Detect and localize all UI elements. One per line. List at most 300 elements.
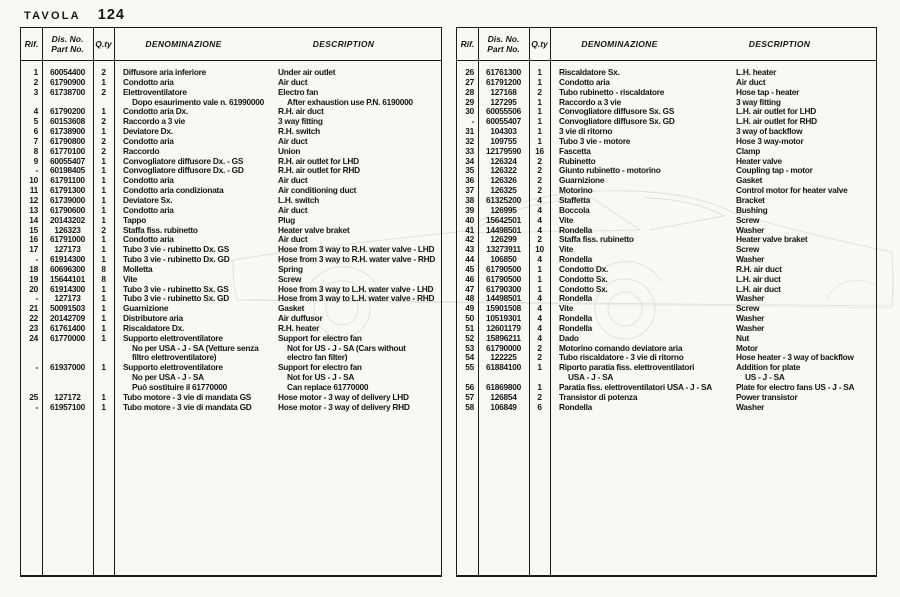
- tavola-number: 124: [97, 7, 125, 23]
- rif-cell: 2: [33, 76, 38, 87]
- col-header-dis-no-line: Dis. No.: [51, 34, 84, 44]
- rif-cell: -: [471, 116, 474, 127]
- rif-cell: 3: [33, 86, 38, 97]
- rif-cell: 42: [465, 234, 474, 245]
- part-cell: 61791100: [50, 175, 85, 186]
- des-cell: Screw: [736, 244, 760, 255]
- qty-cell: 1: [101, 332, 106, 343]
- qty-cell: 4: [537, 224, 542, 235]
- des-cell: Air conditioning duct: [278, 185, 357, 196]
- col-header-description: DESCRIPTION: [748, 39, 811, 49]
- den-cell: Giunto rubinetto - motorino: [559, 165, 661, 176]
- des-cell: Washer: [736, 224, 765, 235]
- qty-cell: 1: [101, 293, 106, 304]
- table-header: [457, 28, 876, 61]
- rif-cell: [21, 344, 42, 354]
- rif-cell: 35: [465, 165, 474, 176]
- part-cell: 109755: [490, 135, 517, 146]
- den-cell: Rondella: [559, 254, 593, 265]
- qty-cell: 1: [101, 194, 106, 205]
- rif-cell: 51: [465, 322, 474, 333]
- table-header: [21, 28, 441, 61]
- den-cell: Condotto aria: [123, 234, 174, 245]
- part-cell: 126325: [490, 185, 517, 196]
- den-cell: No per USA - J - SA: [132, 372, 204, 383]
- den-cell: Tubo motore - 3 vie di mandata GD: [123, 401, 252, 412]
- table-row: [457, 196, 876, 206]
- den-cell: Tubo 3 vie - rubinetto Sx. GD: [123, 293, 229, 304]
- rif-cell: [21, 353, 42, 363]
- part-cell: 127295: [490, 96, 517, 107]
- col-header-rif: Rif.: [24, 39, 39, 49]
- des-cell: Plate for electro fans US - J - SA: [736, 382, 855, 392]
- rif-cell: 22: [29, 313, 38, 324]
- rif-cell: 41: [465, 224, 474, 235]
- des-cell: Air duffusor: [278, 313, 323, 324]
- den-cell: Raccordo a 3 vie: [123, 116, 185, 127]
- den-cell: Condotto aria: [559, 76, 610, 87]
- des-cell: Hose from 3 way to R.H. water valve - LHD: [278, 244, 435, 255]
- des-cell: R.H. air duct: [278, 106, 324, 117]
- part-cell: 61761400: [50, 322, 85, 333]
- rif-cell: 5: [33, 116, 38, 127]
- qty-cell: 1: [101, 165, 106, 176]
- rif-cell: 43: [465, 244, 474, 255]
- qty-cell: 1: [537, 273, 542, 284]
- den-cell: Convogliatore diffusore Dx. - GD: [123, 165, 244, 176]
- den-cell: Molletta: [123, 263, 153, 274]
- den-cell: Tubo 3 vie - motore: [559, 135, 631, 146]
- des-cell: Hose from 3 way to R.H. water valve - RHD: [278, 254, 436, 265]
- qty-cell: 2: [537, 86, 542, 97]
- den-cell: Condotto Dx.: [559, 263, 609, 274]
- des-cell: Heater valve braket: [736, 234, 808, 245]
- des-cell: Clamp: [736, 145, 761, 156]
- qty-cell: 1: [101, 313, 106, 324]
- rif-cell: 6: [33, 126, 38, 137]
- part-cell: 10519301: [486, 313, 521, 324]
- des-cell: Motor: [736, 342, 758, 353]
- rif-cell: 9: [33, 155, 38, 166]
- rif-cell: -: [35, 401, 38, 412]
- rif-cell: 7: [33, 135, 38, 146]
- des-cell: 3 way fitting: [736, 96, 781, 107]
- den-cell: Dopo esaurimento vale n. 61990000: [132, 96, 264, 107]
- des-cell: Air duct: [278, 135, 308, 146]
- den-cell: Vite: [123, 273, 138, 284]
- des-cell: R.H. air duct: [736, 263, 782, 274]
- den-cell: Motorino comando deviatore aria: [559, 342, 683, 353]
- rif-cell: 16: [29, 234, 38, 245]
- part-cell: 61790500: [486, 273, 521, 284]
- qty-cell: 1: [537, 382, 542, 392]
- qty-cell: 1: [101, 283, 106, 294]
- des-cell: Not for US - J - SA (Cars without: [287, 342, 406, 353]
- rif-cell: 13: [29, 204, 38, 215]
- des-cell: Hose motor - 3 way of delivery RHD: [278, 401, 410, 412]
- qty-cell: 4: [537, 332, 542, 343]
- part-cell: 61791200: [486, 76, 521, 87]
- qty-cell: 2: [537, 352, 542, 363]
- part-cell: 61790900: [50, 76, 85, 87]
- qty-cell: 1: [101, 303, 106, 314]
- rif-cell: 50: [465, 313, 474, 324]
- qty-cell: 1: [537, 67, 542, 77]
- des-cell: Not for US - J - SA: [287, 372, 355, 383]
- qty-cell: 4: [537, 204, 542, 215]
- table-row: [457, 117, 876, 127]
- rif-cell: 24: [29, 332, 38, 343]
- qty-cell: 16: [535, 145, 544, 156]
- part-cell: 61914300: [50, 283, 85, 294]
- part-cell: 60055407: [50, 155, 85, 166]
- qty-cell: 2: [537, 185, 542, 196]
- des-cell: Nut: [736, 332, 750, 343]
- des-cell: Electro fan: [278, 86, 319, 97]
- rif-cell: 4: [33, 106, 38, 117]
- den-cell: Paratia fiss. elettroventilatori USA - J - SA: [559, 382, 713, 392]
- rif-cell: 31: [465, 126, 474, 137]
- col-header-qty: Q.ty: [95, 39, 112, 49]
- des-cell: Screw: [736, 303, 760, 314]
- des-cell: After exhaustion use P.N. 6190000: [287, 96, 413, 107]
- part-cell: 13273911: [486, 244, 521, 255]
- rif-cell: [21, 98, 42, 108]
- page-title: [24, 7, 125, 23]
- den-cell: No per USA - J - SA (Vetture senza: [132, 342, 259, 353]
- part-cell: 61790500: [486, 263, 521, 274]
- qty-cell: 1: [101, 362, 106, 373]
- part-cell: 60055407: [486, 116, 521, 127]
- parts-table-left: [20, 27, 442, 577]
- qty-cell: 1: [537, 76, 542, 87]
- den-cell: USA - J - SA: [568, 372, 614, 383]
- des-cell: L.H. air duct: [736, 273, 781, 284]
- qty-cell: 1: [101, 391, 106, 402]
- qty-cell: 1: [101, 234, 106, 245]
- des-cell: 3 way fitting: [278, 116, 323, 127]
- den-cell: Convogliatore diffusore Sx. GD: [559, 116, 675, 127]
- rif-cell: 10: [29, 175, 38, 186]
- part-cell: 15901508: [486, 303, 521, 314]
- den-cell: Riporto paratia fiss. elettroventilatori: [559, 362, 695, 373]
- rif-cell: 56: [465, 382, 474, 392]
- qty-cell: [93, 373, 114, 383]
- den-cell: Condotto aria: [123, 175, 174, 186]
- col-header-denominazione: DENOMINAZIONE: [581, 39, 658, 49]
- part-cell: 127168: [490, 86, 517, 97]
- den-cell: Rondella: [559, 224, 593, 235]
- rif-cell: 47: [465, 283, 474, 294]
- rif-cell: 40: [465, 214, 474, 225]
- part-cell: 60153608: [50, 116, 85, 127]
- part-cell: 126324: [490, 155, 517, 166]
- part-cell: 104303: [490, 126, 517, 137]
- part-cell: 126299: [490, 234, 517, 245]
- qty-cell: 1: [537, 126, 542, 137]
- col-header-rif: Rif.: [460, 39, 475, 49]
- qty-cell: 1: [101, 401, 106, 412]
- den-cell: Condotto aria: [123, 135, 174, 146]
- den-cell: Condotto aria Dx.: [123, 106, 188, 117]
- part-cell: 127172: [54, 391, 81, 402]
- table-row: [21, 344, 441, 354]
- part-cell: 61791000: [50, 234, 85, 245]
- table-row: [457, 157, 876, 167]
- den-cell: Tubo riscaldatore - 3 vie di ritorno: [559, 352, 684, 363]
- part-cell: 61791300: [50, 185, 85, 196]
- des-cell: Under air outlet: [278, 67, 336, 77]
- des-cell: Heater valve braket: [278, 224, 350, 235]
- des-cell: Power transistor: [736, 391, 798, 402]
- den-cell: Supporto elettroventilatore: [123, 362, 223, 373]
- part-cell: 106850: [490, 254, 517, 265]
- rif-cell: 54: [465, 352, 474, 363]
- qty-cell: 4: [537, 313, 542, 324]
- rif-cell: 32: [465, 135, 474, 146]
- part-cell: 61790600: [50, 204, 85, 215]
- rif-cell: -: [35, 254, 38, 265]
- den-cell: Condotto aria: [123, 204, 174, 215]
- des-cell: Screw: [736, 214, 760, 225]
- part-cell: 122225: [490, 352, 517, 363]
- des-cell: Air duct: [278, 204, 308, 215]
- rif-cell: 28: [465, 86, 474, 97]
- part-cell: 127173: [54, 293, 81, 304]
- den-cell: Vite: [559, 214, 574, 225]
- rif-cell: 23: [29, 322, 38, 333]
- des-cell: Plug: [278, 214, 295, 225]
- part-cell: 106849: [490, 401, 517, 412]
- des-cell: Control motor for heater valve: [736, 185, 848, 196]
- des-cell: Spring: [278, 263, 303, 274]
- qty-cell: 1: [101, 322, 106, 333]
- part-cell: 61770100: [50, 145, 85, 156]
- qty-cell: 1: [537, 263, 542, 274]
- col-header-denominazione: DENOMINAZIONE: [145, 39, 222, 49]
- rif-cell: 1: [33, 67, 38, 77]
- part-cell: [42, 373, 93, 383]
- part-cell: 61790000: [486, 342, 521, 353]
- den-cell: Condotto Sx.: [559, 273, 608, 284]
- part-cell: 15644101: [50, 273, 85, 284]
- rif-cell: 37: [465, 185, 474, 196]
- part-cell: 61790200: [50, 106, 85, 117]
- rif-cell: -: [35, 293, 38, 304]
- part-cell: 61325200: [486, 194, 521, 205]
- part-cell: 61790800: [50, 135, 85, 146]
- part-cell: 61770000: [50, 332, 85, 343]
- rif-cell: 18: [29, 263, 38, 274]
- rif-cell: 53: [465, 342, 474, 353]
- col-header-description: DESCRIPTION: [312, 39, 375, 49]
- den-cell: Tubo rubinetto - riscaldatore: [559, 86, 665, 97]
- den-cell: Tappo: [123, 214, 147, 225]
- qty-cell: 2: [537, 155, 542, 166]
- den-cell: Distributore aria: [123, 313, 183, 324]
- rif-cell: 39: [465, 204, 474, 215]
- table-row: [457, 383, 876, 393]
- rif-cell: 45: [465, 263, 474, 274]
- den-cell: Convogliatore diffusore Dx. - GS: [123, 155, 244, 166]
- part-cell: 61884100: [486, 362, 521, 373]
- qty-cell: 1: [101, 106, 106, 117]
- table-row: [21, 403, 441, 413]
- den-cell: Raccordo a 3 vie: [559, 96, 621, 107]
- des-cell: Hose heater - 3 way of backflow: [736, 352, 854, 363]
- den-cell: Guarnizione: [123, 303, 169, 314]
- qty-cell: 2: [537, 234, 542, 245]
- den-cell: Deviatore Sx.: [123, 194, 173, 205]
- rif-cell: [21, 373, 42, 383]
- des-cell: Can replace 61770000: [287, 382, 369, 392]
- part-cell: 60054400: [50, 67, 85, 77]
- part-cell: 61937000: [50, 362, 85, 373]
- part-cell: 61738700: [50, 86, 85, 97]
- des-cell: R.H. air outlet for RHD: [278, 165, 360, 176]
- table-rows: [21, 68, 441, 413]
- den-cell: Rondella: [559, 322, 593, 333]
- den-cell: Staffa fiss. rubinetto: [123, 224, 198, 235]
- qty-cell: 4: [537, 303, 542, 314]
- den-cell: Rondella: [559, 313, 593, 324]
- part-cell: 61790300: [486, 283, 521, 294]
- den-cell: Deviatore Dx.: [123, 126, 173, 137]
- qty-cell: 2: [101, 116, 106, 127]
- table-row: [457, 147, 876, 157]
- den-cell: Staffa fiss. rubinetto: [559, 234, 634, 245]
- part-cell: 12179590: [486, 145, 521, 156]
- rif-cell: 11: [29, 185, 38, 196]
- des-cell: Washer: [736, 322, 765, 333]
- rif-cell: 58: [465, 401, 474, 412]
- den-cell: Tubo 3 vie - rubinetto Dx. GD: [123, 254, 230, 265]
- des-cell: Screw: [278, 273, 302, 284]
- rif-cell: 12: [29, 194, 38, 205]
- qty-cell: 1: [101, 254, 106, 265]
- rif-cell: 8: [33, 145, 38, 156]
- part-cell: [42, 344, 93, 354]
- part-cell: 60055506: [486, 106, 521, 117]
- rif-cell: 19: [29, 273, 38, 284]
- qty-cell: 1: [537, 283, 542, 294]
- des-cell: electro fan filter): [287, 352, 348, 363]
- qty-cell: 1: [537, 135, 542, 146]
- des-cell: Hose motor - 3 way of delivery LHD: [278, 391, 409, 402]
- des-cell: R.H. air outlet for LHD: [278, 155, 359, 166]
- des-cell: L.H. air duct: [736, 283, 781, 294]
- den-cell: Tubo 3 vie - rubinetto Dx. GS: [123, 244, 229, 255]
- des-cell: US - J - SA: [745, 372, 785, 383]
- qty-cell: 10: [535, 244, 544, 255]
- part-cell: 20142709: [50, 313, 85, 324]
- qty-cell: 1: [537, 116, 542, 127]
- qty-cell: 1: [537, 96, 542, 107]
- rif-cell: -: [35, 165, 38, 176]
- table-row: [21, 373, 441, 383]
- den-cell: Convogliatore diffusore Sx. GS: [559, 106, 675, 117]
- des-cell: L.H. air outlet for LHD: [736, 106, 816, 117]
- den-cell: Riscaldatore Dx.: [123, 322, 185, 333]
- den-cell: Può sostituire il 61770000: [132, 382, 227, 392]
- den-cell: Condotto aria condizionata: [123, 185, 224, 196]
- den-cell: Dado: [559, 332, 579, 343]
- des-cell: Air duct: [736, 76, 766, 87]
- qty-cell: 1: [101, 185, 106, 196]
- den-cell: Vite: [559, 303, 574, 314]
- table-row: [457, 403, 876, 413]
- col-header-qty: Q.ty: [531, 39, 548, 49]
- rif-cell: 34: [465, 155, 474, 166]
- des-cell: Washer: [736, 293, 765, 304]
- table-row: [21, 216, 441, 226]
- qty-cell: 1: [101, 175, 106, 186]
- table-row: [21, 363, 441, 373]
- des-cell: Hose tap - heater: [736, 86, 800, 97]
- part-cell: 60198405: [50, 165, 85, 176]
- qty-cell: 4: [537, 293, 542, 304]
- table-row: [457, 78, 876, 88]
- den-cell: Tubo motore - 3 vie di mandata GS: [123, 391, 252, 402]
- qty-cell: 4: [537, 214, 542, 225]
- table-row: [457, 393, 876, 403]
- des-cell: R.H. heater: [278, 322, 320, 333]
- qty-cell: 1: [101, 126, 106, 137]
- qty-cell: 4: [537, 194, 542, 205]
- des-cell: Hose 3 way-motor: [736, 135, 804, 146]
- part-cell: 20143202: [50, 214, 85, 225]
- den-cell: Fascetta: [559, 145, 591, 156]
- qty-cell: 1: [101, 76, 106, 87]
- part-cell: 61738900: [50, 126, 85, 137]
- den-cell: Riscaldatore Sx.: [559, 67, 620, 77]
- des-cell: R.H. switch: [278, 126, 320, 137]
- rif-cell: 17: [29, 244, 38, 255]
- qty-cell: 2: [101, 86, 106, 97]
- den-cell: filtro elettroventilatore): [132, 352, 217, 363]
- qty-cell: 1: [101, 204, 106, 215]
- part-cell: 126326: [490, 175, 517, 186]
- rif-cell: 21: [29, 303, 38, 314]
- des-cell: Gasket: [736, 175, 763, 186]
- des-cell: Coupling tap - motor: [736, 165, 813, 176]
- part-cell: 126323: [54, 224, 81, 235]
- qty-cell: 1: [537, 106, 542, 117]
- den-cell: Transistor di potenza: [559, 391, 638, 402]
- qty-cell: 1: [537, 362, 542, 373]
- qty-cell: 2: [537, 391, 542, 402]
- qty-cell: 2: [537, 175, 542, 186]
- col-header-part-no: [42, 34, 93, 54]
- col-header-part-no-line: Part No.: [51, 44, 84, 54]
- rif-cell: 49: [465, 303, 474, 314]
- rif-cell: 15: [29, 224, 38, 235]
- des-cell: Support for electro fan: [278, 362, 362, 373]
- part-cell: 60696300: [50, 263, 85, 274]
- den-cell: Rondella: [559, 401, 593, 412]
- rif-cell: -: [35, 362, 38, 373]
- rif-cell: 48: [465, 293, 474, 304]
- part-cell: 15642501: [486, 214, 521, 225]
- part-cell: 126322: [490, 165, 517, 176]
- des-cell: Heater valve: [736, 155, 782, 166]
- des-cell: Washer: [736, 254, 765, 265]
- den-cell: Boccola: [559, 204, 590, 215]
- rif-cell: 26: [465, 67, 474, 77]
- part-cell: 126995: [490, 204, 517, 215]
- qty-cell: 1: [101, 155, 106, 166]
- part-cell: 126854: [490, 391, 517, 402]
